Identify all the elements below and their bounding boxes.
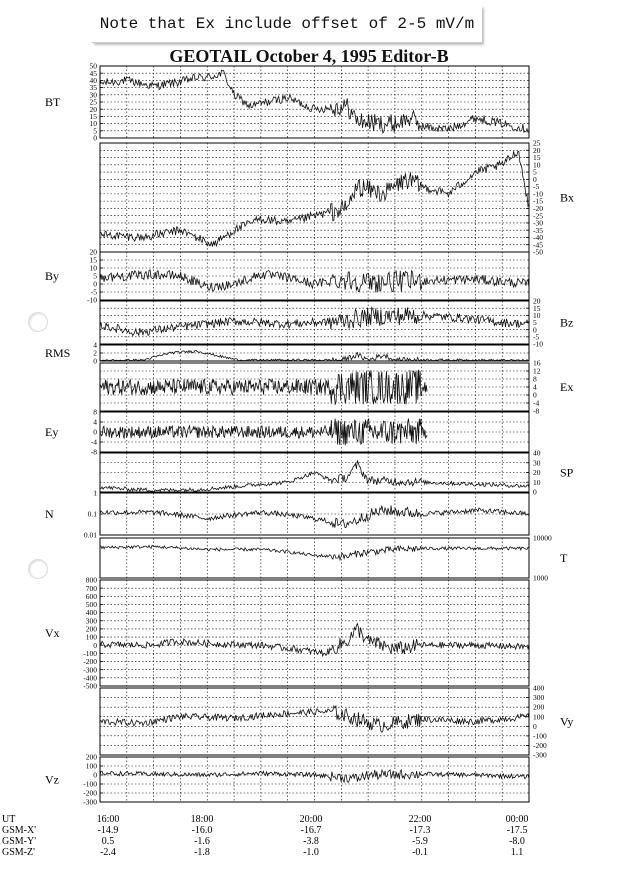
tick-label: -200	[83, 657, 97, 667]
tick-label: 600	[85, 591, 97, 601]
tick-label: -10	[533, 189, 543, 199]
footer-table	[2, 814, 528, 858]
tick-label: -4	[90, 437, 97, 447]
footer-value: -16.7	[300, 825, 322, 836]
panel-frame	[100, 538, 529, 578]
tick-label: 50	[89, 61, 97, 71]
tick-label: 20	[533, 468, 541, 478]
panel-label: BT	[45, 95, 61, 109]
tick-label: -15	[533, 196, 543, 206]
tick-label: 200	[85, 752, 97, 762]
tick-label: 0.1	[87, 509, 97, 519]
panel-vz	[45, 753, 529, 807]
panel-vx	[45, 576, 529, 691]
tick-label: 0	[93, 356, 97, 366]
tick-label: -5	[533, 182, 540, 192]
panel-vy	[100, 684, 573, 760]
footer-value: -3.8	[303, 836, 319, 847]
trace-bx	[100, 151, 529, 247]
panel-bx	[100, 139, 574, 257]
tick-label: 10	[89, 263, 97, 273]
tick-label: 0	[93, 427, 97, 437]
tick-label: -300	[83, 665, 97, 675]
trace-rms	[100, 350, 529, 360]
footer-value: -1.8	[194, 847, 210, 858]
tick-label: 20	[533, 145, 541, 155]
trace-ey	[100, 419, 427, 446]
tick-label: -30	[533, 218, 543, 228]
tick-label: 200	[533, 702, 545, 712]
tick-label: 4	[93, 417, 97, 427]
tick-label: 20	[533, 296, 541, 306]
tick-label: 100	[85, 632, 97, 642]
tick-label: -35	[533, 225, 543, 235]
footer-row-label: GSM-Y'	[2, 836, 37, 847]
tick-label: 25	[533, 138, 541, 148]
footer-value: -1.0	[303, 847, 319, 858]
footer-value: -17.3	[409, 825, 431, 836]
tick-label: -8	[90, 447, 97, 457]
tick-label: 0	[93, 640, 97, 650]
tick-label: 200	[85, 624, 97, 634]
tick-label: 10	[533, 310, 541, 320]
footer-value: 0.5	[101, 836, 115, 847]
footer-value: -16.0	[191, 825, 213, 836]
tick-label: 1	[93, 488, 97, 498]
tick-label: 12	[533, 366, 541, 376]
panel-ey	[45, 408, 529, 457]
panel-sp	[100, 449, 574, 497]
tick-label: -400	[83, 673, 97, 683]
panel-label: N	[45, 507, 54, 521]
panel-frame	[100, 143, 529, 252]
tick-label: 0	[93, 133, 97, 143]
tick-label: 5	[533, 167, 537, 177]
tick-label: 800	[85, 575, 97, 585]
panel-label: Vx	[45, 626, 60, 640]
tick-label: -200	[83, 788, 97, 798]
tick-label: 20	[89, 247, 97, 257]
tick-label: 8	[93, 407, 97, 417]
panel-bz	[100, 297, 573, 349]
tick-label: 0	[533, 721, 537, 731]
tick-label: 40	[533, 448, 541, 458]
tick-label: 30	[89, 90, 97, 100]
offset-note: Note that Ex include offset of 2-5 mV/m	[92, 6, 482, 43]
tick-label: -20	[533, 204, 543, 213]
panel-label: Vz	[45, 772, 59, 787]
tick-label: -40	[533, 233, 543, 243]
tick-label: 10	[533, 160, 541, 170]
trace-sp	[100, 461, 529, 492]
tick-label: 300	[85, 616, 97, 626]
tick-label: 8	[533, 374, 537, 384]
tick-label: -10	[533, 339, 543, 349]
panel-label: Vy	[560, 714, 574, 729]
tick-label: 0	[533, 487, 537, 497]
tick-label: 0	[533, 325, 537, 335]
tick-label: 400	[533, 683, 545, 693]
footer-value: -1.6	[194, 836, 210, 847]
footer-row-label: UT	[2, 814, 16, 825]
tick-label: 16	[533, 358, 541, 368]
tick-label: 700	[85, 583, 97, 593]
trace-ex	[100, 370, 427, 405]
tick-label: -50	[533, 247, 543, 257]
tick-label: 400	[85, 608, 97, 618]
panel-bt	[45, 62, 529, 143]
panel-ex	[100, 359, 573, 416]
tick-label: 15	[89, 112, 97, 121]
tick-label: 45	[89, 68, 97, 78]
footer-value: 16:00	[96, 814, 120, 825]
tick-label: 25	[89, 97, 97, 107]
tick-label: 10000	[533, 533, 552, 543]
tick-label: -5	[90, 287, 97, 297]
footer-value: 1.1	[510, 847, 524, 858]
panel-label: Ex	[560, 380, 574, 394]
tick-label: 100	[533, 712, 545, 722]
tick-label: 5	[93, 126, 97, 136]
tick-label: 15	[533, 153, 541, 163]
tick-label: -200	[533, 741, 547, 751]
footer-value: 20:00	[299, 814, 323, 825]
tick-label: 0.01	[83, 530, 97, 540]
footer-value: -17.5	[506, 825, 528, 836]
footer-value: -14.9	[97, 825, 119, 836]
tick-label: 500	[85, 600, 97, 610]
panel-label: By	[45, 269, 60, 283]
tick-label: 5	[93, 271, 97, 281]
footer-value: 22:00	[408, 814, 432, 825]
chart-title: GEOTAIL October 4, 1995 Editor-B	[169, 46, 449, 66]
tick-label: 10	[533, 477, 541, 487]
panel-n	[45, 489, 529, 540]
tick-label: 300	[533, 693, 545, 703]
footer-value: -2.4	[100, 847, 116, 858]
panel-t	[100, 534, 568, 583]
tick-label: 0	[533, 174, 537, 184]
footer-value: 18:00	[190, 814, 214, 825]
panel-label: RMS	[45, 346, 71, 360]
tick-label: -100	[83, 648, 97, 658]
panel-by	[45, 248, 529, 305]
footer-value: -8.0	[509, 836, 525, 847]
footer-row-label: GSM-X'	[2, 825, 37, 836]
tick-label: 0	[533, 390, 537, 400]
tick-label: -4	[533, 398, 540, 408]
tick-label: -45	[533, 240, 543, 250]
trace-n	[100, 506, 529, 528]
tick-label: -5	[533, 332, 540, 342]
tick-label: 35	[89, 83, 97, 93]
tick-label: -10	[87, 295, 97, 305]
footer-row-label: GSM-Z'	[2, 847, 35, 858]
tick-label: 100	[85, 761, 97, 771]
tick-label: -300	[533, 750, 547, 760]
footer-value: -5.9	[412, 836, 428, 847]
tick-label: 10	[89, 119, 97, 129]
tick-label: 4	[533, 382, 537, 392]
tick-label: 15	[89, 255, 97, 265]
footer-value: -0.1	[412, 847, 428, 858]
tick-label: 20	[89, 104, 97, 114]
tick-label: -500	[83, 681, 97, 691]
tick-label: -25	[533, 211, 543, 221]
tick-label: -100	[83, 779, 97, 789]
tick-label: 0	[93, 279, 97, 289]
panel-label: Bx	[560, 190, 575, 205]
tick-label: -300	[83, 797, 97, 807]
panel-label: Bz	[560, 315, 574, 330]
panel-label: T	[560, 551, 568, 565]
tick-label: -8	[533, 406, 540, 416]
tick-label: 30	[533, 458, 541, 468]
tick-label: 0	[93, 770, 97, 780]
tick-label: 40	[89, 76, 97, 85]
tick-label: 2	[93, 348, 97, 358]
footer-value: 00:00	[505, 814, 529, 825]
panel-label: SP	[560, 465, 574, 480]
tick-label: 4	[93, 340, 97, 350]
tick-label: 1000	[533, 573, 548, 583]
panel-label: Ey	[45, 425, 59, 439]
tick-label: -100	[533, 731, 547, 741]
tick-label: 15	[533, 303, 541, 313]
tick-label: 5	[533, 318, 537, 328]
